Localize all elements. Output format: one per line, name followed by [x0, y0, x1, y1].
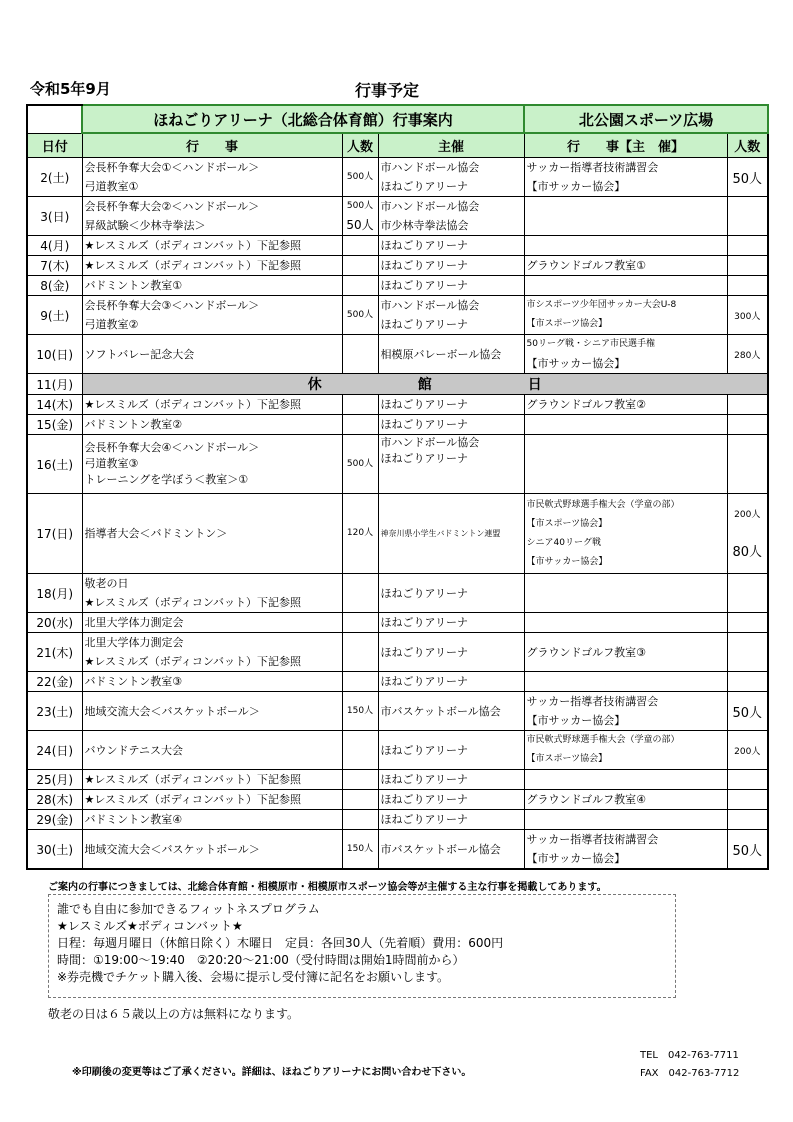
tel-number: TEL 042-763-7711: [640, 1050, 739, 1061]
host-line: ほねごりアリーナ: [380, 180, 469, 193]
park-event-cell: [524, 731, 727, 770]
people-line: 500人: [346, 171, 374, 182]
people-line: 120人: [346, 528, 374, 538]
event-line: ★レスミルズ（ボディコンバット）下記参照: [84, 259, 302, 272]
event-line: ★レスミルズ（ボディコンバット）下記参照: [84, 773, 302, 786]
host-line: 市ハンドボール協会: [380, 200, 480, 213]
host-line: ほねごりアリーナ: [380, 773, 469, 786]
table-row: [27, 574, 768, 613]
park-event-line: 市民軟式野球選手権大会（学童の部）: [526, 499, 680, 510]
host-cell: [378, 692, 524, 731]
col-host: 主催: [378, 133, 524, 158]
date-cell: 9(土): [27, 296, 82, 335]
host-line: 市バスケットボール協会: [380, 704, 501, 718]
table-row: [27, 296, 768, 335]
people-cell: [342, 672, 378, 692]
park-event-cell: [524, 256, 727, 276]
park-people-cell: [727, 256, 768, 276]
people-cell: [342, 158, 378, 197]
corner-cell: [27, 105, 82, 133]
event-cell: [82, 790, 342, 810]
table-row: [27, 770, 768, 790]
date-cell: 11(月): [27, 374, 82, 395]
col-park-people: 人数: [727, 133, 768, 158]
park-event-line: 【市スポーツ協会】: [526, 518, 608, 529]
event-cell: [82, 395, 342, 415]
people-cell: [342, 435, 378, 494]
event-cell: [82, 236, 342, 256]
people-cell: [342, 810, 378, 830]
park-event-cell: [524, 335, 727, 374]
event-cell: [82, 335, 342, 374]
people-line: 150人: [346, 843, 374, 854]
people-cell: [342, 276, 378, 296]
host-line: ほねごりアリーナ: [380, 239, 469, 252]
host-line: ほねごりアリーナ: [380, 645, 469, 659]
people-cell: [342, 395, 378, 415]
host-line: 市ハンドボール協会: [380, 299, 480, 312]
park-event-cell: [524, 415, 727, 435]
park-people-line: 80人: [732, 544, 763, 560]
host-line: 市少林寺拳法協会: [380, 219, 469, 232]
host-cell: [378, 395, 524, 415]
table-row: [27, 435, 768, 494]
host-cell: [378, 633, 524, 672]
park-people-cell: [727, 435, 768, 494]
host-cell: [378, 770, 524, 790]
park-event-cell: [524, 158, 727, 197]
host-cell: [378, 731, 524, 770]
host-cell: [378, 276, 524, 296]
park-event-line: グラウンドゴルフ教室①: [526, 259, 646, 272]
host-cell: [378, 494, 524, 574]
park-people-cell: [727, 197, 768, 236]
park-people-cell: [727, 415, 768, 435]
event-line: 会長杯争奪大会②＜ハンドボール＞: [84, 200, 260, 213]
date-cell: 20(水): [27, 613, 82, 633]
host-line: ほねごりアリーナ: [380, 279, 469, 292]
table-row: [27, 672, 768, 692]
people-cell: [342, 574, 378, 613]
date-cell: 8(金): [27, 276, 82, 296]
people-line: 500人: [346, 458, 374, 469]
col-event: 行 事: [82, 133, 342, 158]
host-cell: [378, 158, 524, 197]
park-event-cell: [524, 672, 727, 692]
event-line: 弓道教室①: [84, 180, 139, 193]
people-cell: [342, 494, 378, 574]
people-cell: [342, 830, 378, 870]
col-date: 日付: [27, 133, 82, 158]
event-cell: [82, 494, 342, 574]
date-cell: 30(土): [27, 830, 82, 870]
table-row: [27, 810, 768, 830]
park-event-line: 【市サッカー協会】: [526, 852, 626, 865]
closed-day-cell: [82, 374, 768, 395]
park-people-line: 200人: [734, 509, 761, 520]
table-row: [27, 276, 768, 296]
park-event-line: サッカー指導者技術講習会: [526, 695, 659, 708]
date-cell: 17(日): [27, 494, 82, 574]
table-row: [27, 692, 768, 731]
event-line: 昇級試験＜少林寺拳法＞: [84, 219, 206, 232]
table-row: [27, 395, 768, 415]
event-line: ★レスミルズ（ボディコンバット）下記参照: [84, 655, 302, 668]
schedule-body: [27, 158, 768, 870]
event-line: 地域交流大会＜バスケットボール＞: [84, 842, 260, 856]
host-line: ほねごりアリーナ: [380, 616, 469, 629]
date-cell: 24(日): [27, 731, 82, 770]
date-cell: 16(土): [27, 435, 82, 494]
date-cell: 3(日): [27, 197, 82, 236]
park-event-line: サッカー指導者技術講習会: [526, 833, 659, 846]
park-people-cell: [727, 790, 768, 810]
people-cell: [342, 633, 378, 672]
host-line: ほねごりアリーナ: [380, 586, 469, 600]
park-event-line: グラウンドゴルフ教室④: [526, 793, 646, 806]
host-line: ほねごりアリーナ: [380, 675, 469, 688]
host-line: 神奈川県小学生バドミントン連盟: [380, 529, 501, 538]
host-line: 市バスケットボール協会: [380, 842, 501, 856]
park-people-cell: [727, 613, 768, 633]
park-people-cell: [727, 672, 768, 692]
event-line: バドミントン教室④: [84, 813, 183, 826]
fitness-line: 日程：毎週月曜日（休館日除く）木曜日 定員：各回30人（先着順）費用：600円: [57, 936, 504, 950]
park-event-line: 【市サッカー協会】: [526, 556, 608, 567]
people-cell: [342, 613, 378, 633]
host-line: ほねごりアリーナ: [380, 452, 469, 465]
schedule-table: [26, 104, 769, 870]
fitness-line: ※券売機でチケット購入後、会場に提示し受付簿に記名をお願いします。: [57, 970, 450, 984]
host-cell: [378, 790, 524, 810]
event-cell: [82, 415, 342, 435]
host-cell: [378, 613, 524, 633]
date-cell: 7(木): [27, 256, 82, 276]
arena-section-title: ほねごりアリーナ（北総合体育館）行事案内: [82, 105, 524, 133]
event-cell: [82, 613, 342, 633]
fitness-line: ★レスミルズ★ボディコンバット★: [57, 919, 243, 933]
table-row: [27, 374, 768, 395]
people-cell: [342, 731, 378, 770]
table-row: [27, 790, 768, 810]
closed-char: 休: [307, 377, 322, 393]
host-line: 市ハンドボール協会: [380, 436, 480, 449]
park-event-line: シニア40リーグ戦: [526, 537, 601, 548]
people-cell: [342, 770, 378, 790]
event-line: 会長杯争奪大会①＜ハンドボール＞: [84, 161, 260, 174]
park-event-cell: [524, 197, 727, 236]
event-line: バドミントン教室①: [84, 279, 183, 292]
date-cell: 15(金): [27, 415, 82, 435]
host-line: 相模原バレーボール協会: [380, 347, 502, 361]
park-event-cell: [524, 770, 727, 790]
park-event-cell: [524, 574, 727, 613]
date-cell: 14(木): [27, 395, 82, 415]
park-people-cell: 200人: [727, 731, 768, 770]
contact-info: [640, 1047, 739, 1083]
event-line: ★レスミルズ（ボディコンバット）下記参照: [84, 398, 302, 411]
park-event-cell: [524, 692, 727, 731]
event-cell: [82, 158, 342, 197]
host-cell: [378, 296, 524, 335]
date-cell: 23(土): [27, 692, 82, 731]
event-line: トレーニングを学ぼう＜教室＞①: [84, 473, 249, 486]
people-cell: [342, 197, 378, 236]
park-people-cell: [727, 574, 768, 613]
event-line: バウンドテニス大会: [84, 743, 184, 757]
people-cell: [342, 692, 378, 731]
park-event-line: グラウンドゴルフ教室②: [526, 398, 646, 411]
host-cell: [378, 830, 524, 870]
people-cell: [342, 236, 378, 256]
park-people-cell: [727, 633, 768, 672]
people-line: 50人: [346, 218, 374, 232]
park-people-cell: 50人: [727, 158, 768, 197]
park-event-cell: [524, 830, 727, 870]
event-line: 弓道教室②: [84, 318, 139, 331]
people-line: 150人: [346, 705, 374, 716]
host-cell: [378, 435, 524, 494]
month-label: 令和5年9月: [30, 80, 111, 98]
park-event-line: サッカー指導者技術講習会: [526, 161, 659, 174]
park-people-cell: 280人: [727, 335, 768, 374]
date-cell: 2(土): [27, 158, 82, 197]
host-line: ほねごりアリーナ: [380, 793, 469, 806]
event-line: バドミントン教室③: [84, 675, 183, 688]
table-row: [27, 158, 768, 197]
event-cell: [82, 276, 342, 296]
host-line: ほねごりアリーナ: [380, 259, 469, 272]
event-line: 会長杯争奪大会③＜ハンドボール＞: [84, 299, 260, 312]
host-line: ほねごりアリーナ: [380, 418, 469, 431]
park-event-line: 50リーグ戦・シニア市民選手権: [526, 339, 655, 349]
park-event-line: 市シスポーツ少年団サッカー大会U-8: [526, 300, 677, 310]
event-cell: [82, 633, 342, 672]
table-row: [27, 494, 768, 574]
event-cell: [82, 296, 342, 335]
host-cell: [378, 672, 524, 692]
people-cell: [342, 415, 378, 435]
closed-char: 日: [527, 377, 542, 393]
park-event-cell: [524, 613, 727, 633]
park-event-cell: [524, 633, 727, 672]
people-cell: [342, 296, 378, 335]
event-cell: [82, 672, 342, 692]
event-cell: [82, 830, 342, 870]
park-event-cell: [524, 395, 727, 415]
host-line: ほねごりアリーナ: [380, 398, 469, 411]
event-line: ★レスミルズ（ボディコンバット）下記参照: [84, 239, 302, 252]
closed-char: 館: [417, 377, 432, 393]
park-event-line: 【市サッカー協会】: [526, 357, 626, 370]
host-line: ほねごりアリーナ: [380, 813, 469, 826]
page-title: 行事予定: [355, 81, 420, 100]
park-people-cell: [727, 770, 768, 790]
event-line: バドミントン教室②: [84, 418, 183, 431]
date-cell: 25(月): [27, 770, 82, 790]
host-line: 市ハンドボール協会: [380, 161, 480, 174]
park-people-cell: [727, 810, 768, 830]
event-line: 北里大学体力測定会: [84, 616, 184, 629]
event-cell: [82, 731, 342, 770]
event-line: 地域交流大会＜バスケットボール＞: [84, 704, 260, 718]
fax-number: FAX 042-763-7712: [640, 1068, 740, 1079]
event-line: 北里大学体力測定会: [84, 636, 184, 649]
park-event-cell: [524, 494, 727, 574]
host-cell: [378, 335, 524, 374]
host-cell: [378, 415, 524, 435]
host-cell: [378, 256, 524, 276]
park-people-cell: 50人: [727, 830, 768, 870]
table-row: [27, 633, 768, 672]
park-people-cell: [727, 395, 768, 415]
date-cell: 22(金): [27, 672, 82, 692]
event-line: 弓道教室③: [84, 457, 139, 470]
park-event-line: 【市サッカー協会】: [526, 714, 626, 727]
people-cell: [342, 335, 378, 374]
host-cell: [378, 810, 524, 830]
table-row: [27, 613, 768, 633]
park-event-line: 【市サッカー協会】: [526, 180, 626, 193]
park-event-cell: [524, 810, 727, 830]
host-cell: [378, 236, 524, 256]
col-park-event: 行 事【主 催】: [524, 133, 727, 158]
event-line: ★レスミルズ（ボディコンバット）下記参照: [84, 793, 302, 806]
event-cell: [82, 692, 342, 731]
fitness-program-box: [48, 894, 676, 998]
event-cell: [82, 256, 342, 276]
people-cell: [342, 256, 378, 276]
fitness-line: 時間：①19:00～19:40 ②20:20～21:00（受付時間は開始1時間前から）: [57, 953, 465, 967]
event-line: 会長杯争奪大会④＜ハンドボール＞: [84, 441, 260, 454]
table-row: [27, 731, 768, 770]
park-people-cell: [727, 236, 768, 256]
park-people-cell: 50人: [727, 692, 768, 731]
event-line: ★レスミルズ（ボディコンバット）下記参照: [84, 596, 302, 609]
date-cell: 10(日): [27, 335, 82, 374]
park-people-cell: [727, 276, 768, 296]
date-cell: 21(木): [27, 633, 82, 672]
host-cell: [378, 574, 524, 613]
park-event-line: 市民軟式野球選手権大会（学童の部）: [526, 735, 680, 745]
fitness-line: 誰でも自由に参加できるフィットネスプログラム: [57, 902, 320, 916]
people-line: 500人: [346, 309, 374, 320]
table-row: [27, 197, 768, 236]
park-event-cell: [524, 790, 727, 810]
event-cell: [82, 435, 342, 494]
event-cell: [82, 574, 342, 613]
event-line: 指導者大会＜バドミントン＞: [84, 527, 228, 540]
park-section-title: 北公園スポーツ広場: [524, 105, 768, 133]
event-line: 敬老の日: [84, 577, 129, 590]
date-cell: 4(月): [27, 236, 82, 256]
event-line: ソフトバレー記念大会: [84, 347, 195, 361]
park-event-line: 【市スポーツ協会】: [526, 754, 608, 764]
park-event-line: 【市スポーツ協会】: [526, 319, 608, 329]
park-event-line: グラウンドゴルフ教室③: [526, 645, 646, 659]
date-cell: 18(月): [27, 574, 82, 613]
footer-note: ※印刷後の変更等はご了承ください。詳細は、ほねごりアリーナにお問い合わせ下さい。: [72, 1067, 472, 1078]
people-line: 500人: [346, 201, 374, 211]
park-people-cell: 300人: [727, 296, 768, 335]
event-cell: [82, 770, 342, 790]
host-line: ほねごりアリーナ: [380, 318, 469, 331]
event-cell: [82, 810, 342, 830]
table-row: [27, 830, 768, 870]
col-people: 人数: [342, 133, 378, 158]
table-row: [27, 236, 768, 256]
date-cell: 28(木): [27, 790, 82, 810]
table-footnote: ご案内の行事につきましては、北総合体育館・相模原市・相模原市スポーツ協会等が主催する主な行事を掲載してあります。: [48, 882, 607, 893]
host-cell: [378, 197, 524, 236]
park-people-cell: [727, 494, 768, 574]
table-row: [27, 256, 768, 276]
elder-note: 敬老の日は６５歳以上の方は無料になります。: [48, 1007, 300, 1021]
park-event-cell: [524, 296, 727, 335]
table-row: [27, 415, 768, 435]
park-event-cell: [524, 435, 727, 494]
park-event-cell: [524, 276, 727, 296]
event-cell: [82, 197, 342, 236]
host-line: ほねごりアリーナ: [380, 743, 469, 757]
table-row: [27, 335, 768, 374]
people-cell: [342, 790, 378, 810]
park-event-cell: [524, 236, 727, 256]
date-cell: 29(金): [27, 810, 82, 830]
